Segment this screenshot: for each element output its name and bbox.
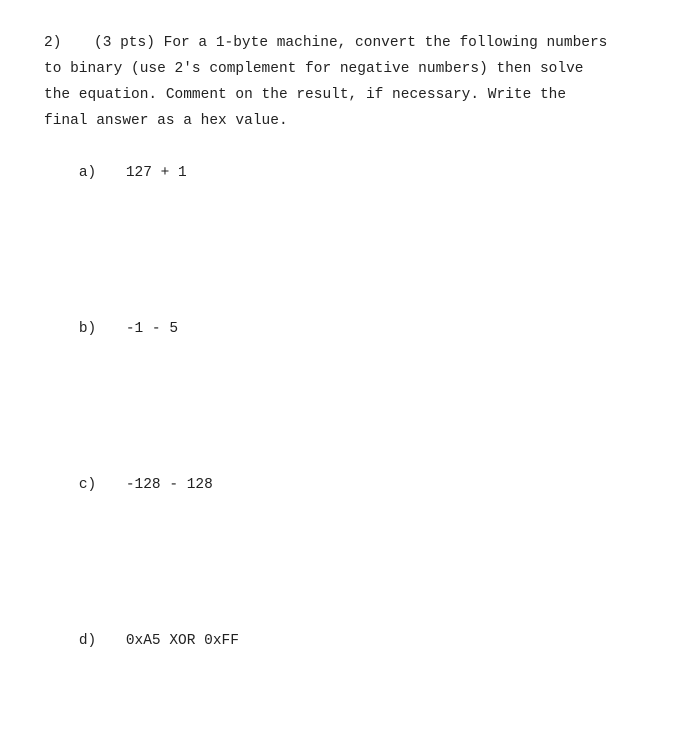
part-label: c) [78,477,97,493]
part-label: a) [78,165,97,181]
part-expression: 0xA5 XOR 0xFF [125,633,239,649]
question-number: 2) [44,35,62,51]
question-text-line: (3 pts) For a 1-byte machine, convert the following numbers [94,35,608,51]
question-text-line: to binary (use 2's complement for negative numbers) then solve [44,61,584,77]
question-prompt [44,30,669,134]
question-text-line: the equation. Comment on the result, if necessary. Write the [44,87,567,103]
part-label: d) [78,633,97,649]
part-expression: -1 - 5 [125,321,179,337]
part-label: b) [78,321,97,337]
question-line-1 [44,30,669,56]
part-expression: 127 + 1 [125,165,187,181]
part-c [44,446,213,524]
part-b [44,290,178,368]
part-expression: -128 - 128 [125,477,213,493]
question-text-line: final answer as a hex value. [44,113,288,129]
part-a [44,134,187,212]
part-d [44,602,239,680]
